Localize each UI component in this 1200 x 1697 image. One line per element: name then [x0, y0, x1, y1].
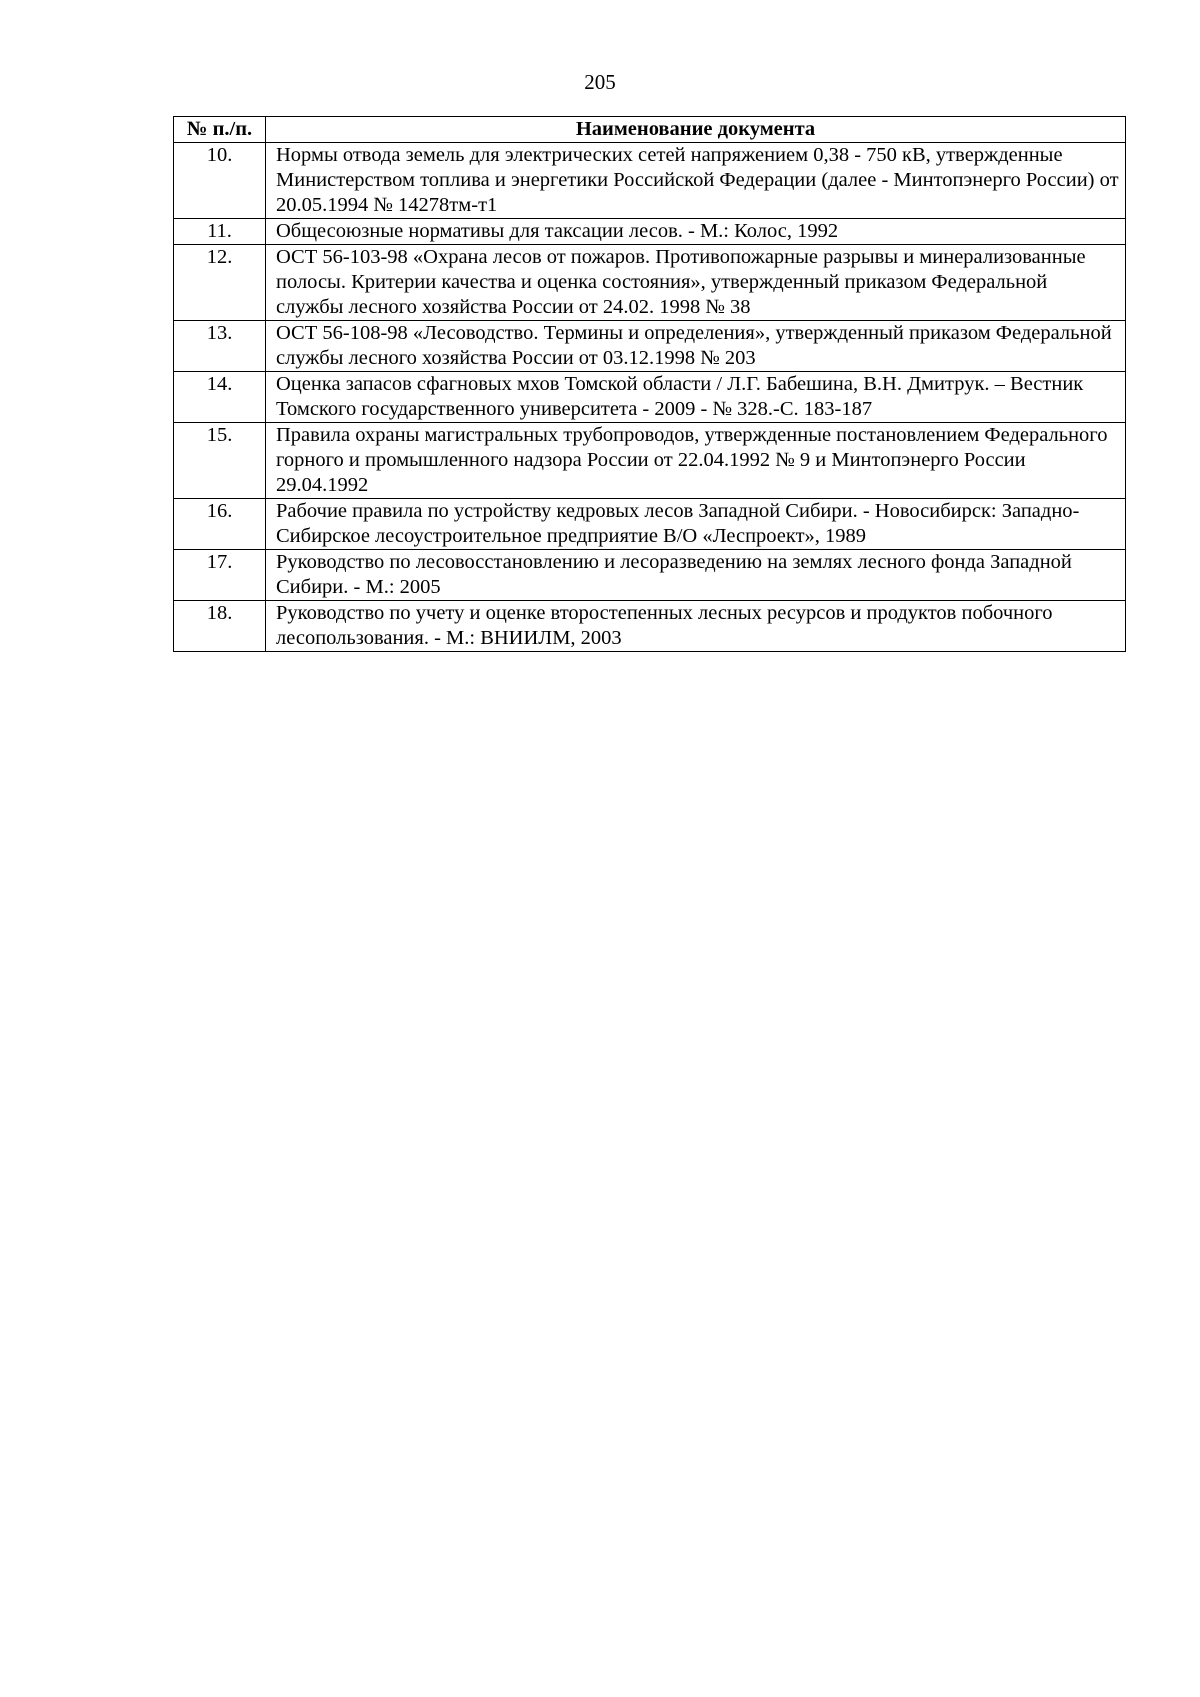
- documents-table: [173, 116, 1126, 652]
- row-document-name: ОСТ 56-108-98 «Лесоводство. Термины и определения», утвержденный приказом Федеральной службы лесного хозяйства России от 03.12.1998 № 203: [266, 321, 1126, 372]
- table-row: [174, 143, 1126, 219]
- row-number: 12.: [174, 245, 266, 321]
- row-document-name: ОСТ 56-103-98 «Охрана лесов от пожаров. Противопожарные разрывы и минерализованные полосы. Критерии качества и оценка состояния», утвержденный приказом Федеральной службы лесного хозяйства России от 24.02. 1998 № 38: [266, 245, 1126, 321]
- table-row: [174, 245, 1126, 321]
- row-number: 11.: [174, 219, 266, 245]
- row-document-name: Оценка запасов сфагновых мхов Томской области / Л.Г. Бабешина, В.Н. Дмитрук. – Вестник Томского государственного университета - 2009 - № 328.-С. 183-187: [266, 372, 1126, 423]
- row-document-name: Руководство по учету и оценке второстепенных лесных ресурсов и продуктов побочного лесопользования. - М.: ВНИИЛМ, 2003: [266, 601, 1126, 652]
- row-number: 10.: [174, 143, 266, 219]
- row-number: 16.: [174, 499, 266, 550]
- row-number: 17.: [174, 550, 266, 601]
- row-document-name: Нормы отвода земель для электрических сетей напряжением 0,38 - 750 кВ, утвержденные Министерством топлива и энергетики Российской Федерации (далее - Минтопэнерго России) от 20.05.1994 № 14278тм-т1: [266, 143, 1126, 219]
- table-row: [174, 550, 1126, 601]
- page-number: 205: [584, 70, 616, 94]
- row-document-name: Рабочие правила по устройству кедровых лесов Западной Сибири. - Новосибирск: Западно-Сибирское лесоустроительное предприятие В/О «Леспроект», 1989: [266, 499, 1126, 550]
- table-row: [174, 601, 1126, 652]
- row-number: 14.: [174, 372, 266, 423]
- header-document-name: Наименование документа: [266, 117, 1126, 143]
- header-number: № п./п.: [174, 117, 266, 143]
- table-row: [174, 423, 1126, 499]
- table-header-row: [174, 117, 1126, 143]
- table-row: [174, 372, 1126, 423]
- row-document-name: Правила охраны магистральных трубопроводов, утвержденные постановлением Федерального горного и промышленного надзора России от 22.04.1992 № 9 и Минтопэнерго России 29.04.1992: [266, 423, 1126, 499]
- table-row: [174, 219, 1126, 245]
- row-number: 15.: [174, 423, 266, 499]
- row-number: 18.: [174, 601, 266, 652]
- row-document-name: Общесоюзные нормативы для таксации лесов. - М.: Колос, 1992: [266, 219, 1126, 245]
- table-row: [174, 499, 1126, 550]
- table-row: [174, 321, 1126, 372]
- row-document-name: Руководство по лесовосстановлению и лесоразведению на землях лесного фонда Западной Сибири. - М.: 2005: [266, 550, 1126, 601]
- row-number: 13.: [174, 321, 266, 372]
